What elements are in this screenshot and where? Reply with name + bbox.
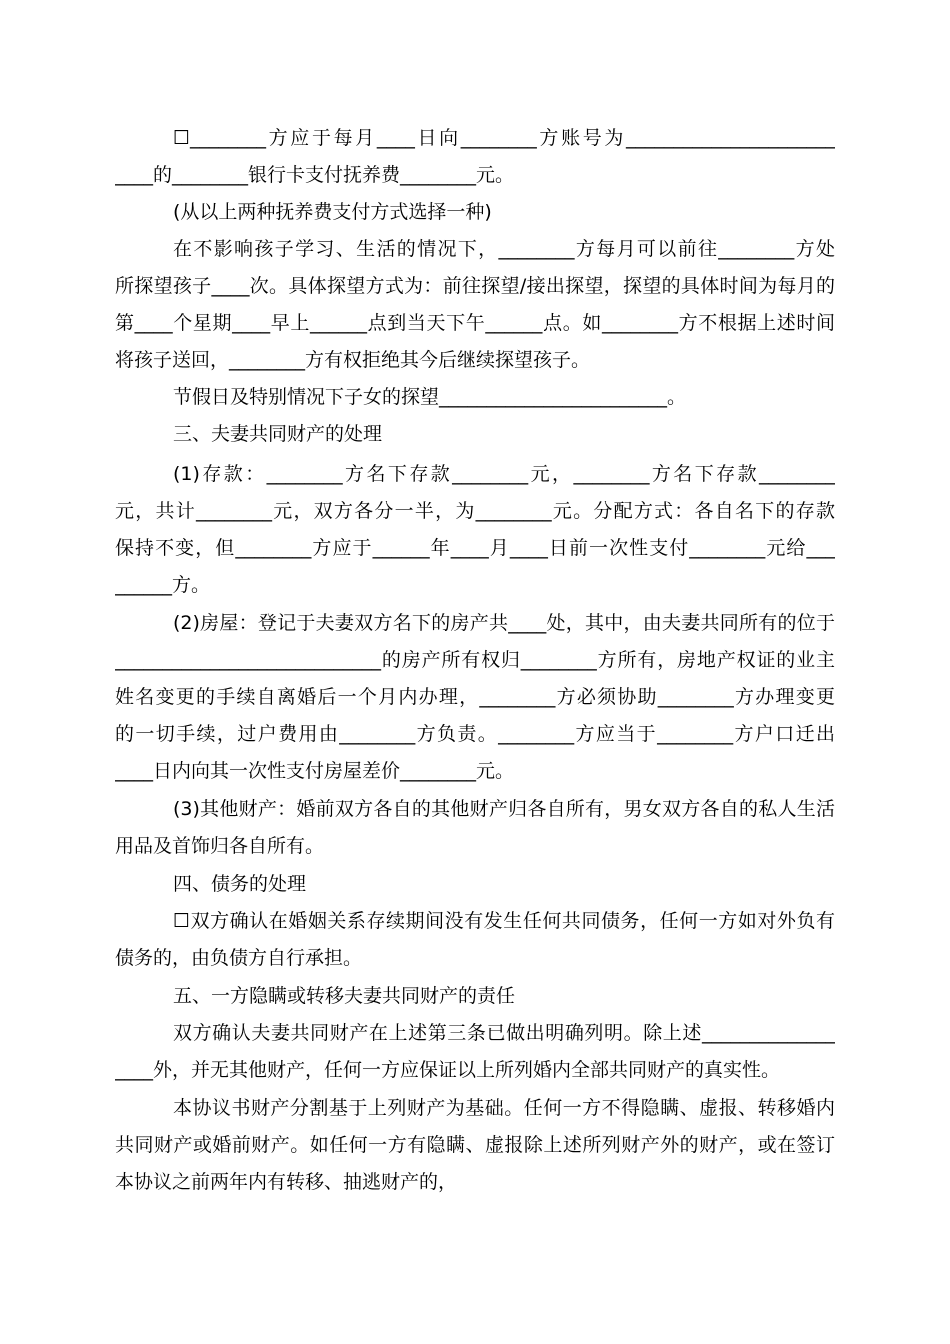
text-line: ______方。 [115,574,211,596]
text-line: (3)其他财产：婚前双方各自的其他财产归各自所有，男女双方各自的私人生活 [173,798,835,820]
text-line: 第____个星期____早上______点到当天下午______点。如________方不根据上述时间 [115,312,835,334]
text-line: ____________________________的房产所有权归________方所有，房地产权证的业主 [115,649,835,671]
text-line: 双方确认夫妻共同财产在上述第三条已做出明确列明。除上述______________ [173,1022,835,1044]
section-heading: 五、一方隐瞒或转移夫妻共同财产的责任 [173,985,516,1007]
text-line: 用品及首饰归各自所有。 [115,835,325,857]
text-line: ____外，并无其他财产，任何一方应保证以上所列婚内全部共同财产的真实性。 [115,1059,781,1081]
text-line: 姓名变更的手续自离婚后一个月内办理，________方必须协助________方办理变更 [115,686,835,708]
text-line: 债务的，由负债方自行承担。 [115,947,363,969]
section-heading: 四、债务的处理 [173,873,307,895]
text-line: ☐________方应于每月____日向________方账号为______________________ [173,127,835,149]
text-line: 共同财产或婚前财产。如任何一方有隐瞒、虚报除上述所列财产外的财产，或在签订 [115,1134,835,1156]
text-line: 所探望孩子____次。具体探望方式为：前往探望/接出探望，探望的具体时间为每月的 [115,275,835,297]
text-line: 的一切手续，过户费用由________方负责。________方应当于________方户口迁出 [115,723,835,745]
text-line: ____的________银行卡支付抚养费________元。 [115,164,515,186]
text-line: 本协议书财产分割基于上列财产为基础。任何一方不得隐瞒、虚报、转移婚内 [173,1097,835,1119]
text-line: ____日内向其一次性支付房屋差价________元。 [115,760,515,782]
text-line: (2)房屋：登记于夫妻双方名下的房产共____处，其中，由夫妻共同所有的位于 [173,612,835,634]
text-line: 保持不变，但________方应于______年____月____日前一次性支付________元给___ [115,537,835,559]
text-line: ☐双方确认在婚姻关系存续期间没有发生任何共同债务，任何一方如对外负有 [173,910,835,932]
text-line: 将孩子送回，________方有权拒绝其今后继续探望孩子。 [115,349,591,371]
text-line: (1)存款：________方名下存款________元，________方名下存款________ [173,463,835,485]
text-line: 本协议之前两年内有转移、抽逃财产的， [115,1171,458,1193]
text-line: 元，共计________元，双方各分一半，为________元。分配方式：各自名下的存款 [115,500,835,522]
text-line: 节假日及特别情况下子女的探望________________________。 [173,386,687,408]
text-line: 在不影响孩子学习、生活的情况下，________方每月可以前往________方处 [173,238,835,260]
text-line: (从以上两种抚养费支付方式选择一种) [173,201,492,223]
section-heading: 三、夫妻共同财产的处理 [173,423,383,445]
